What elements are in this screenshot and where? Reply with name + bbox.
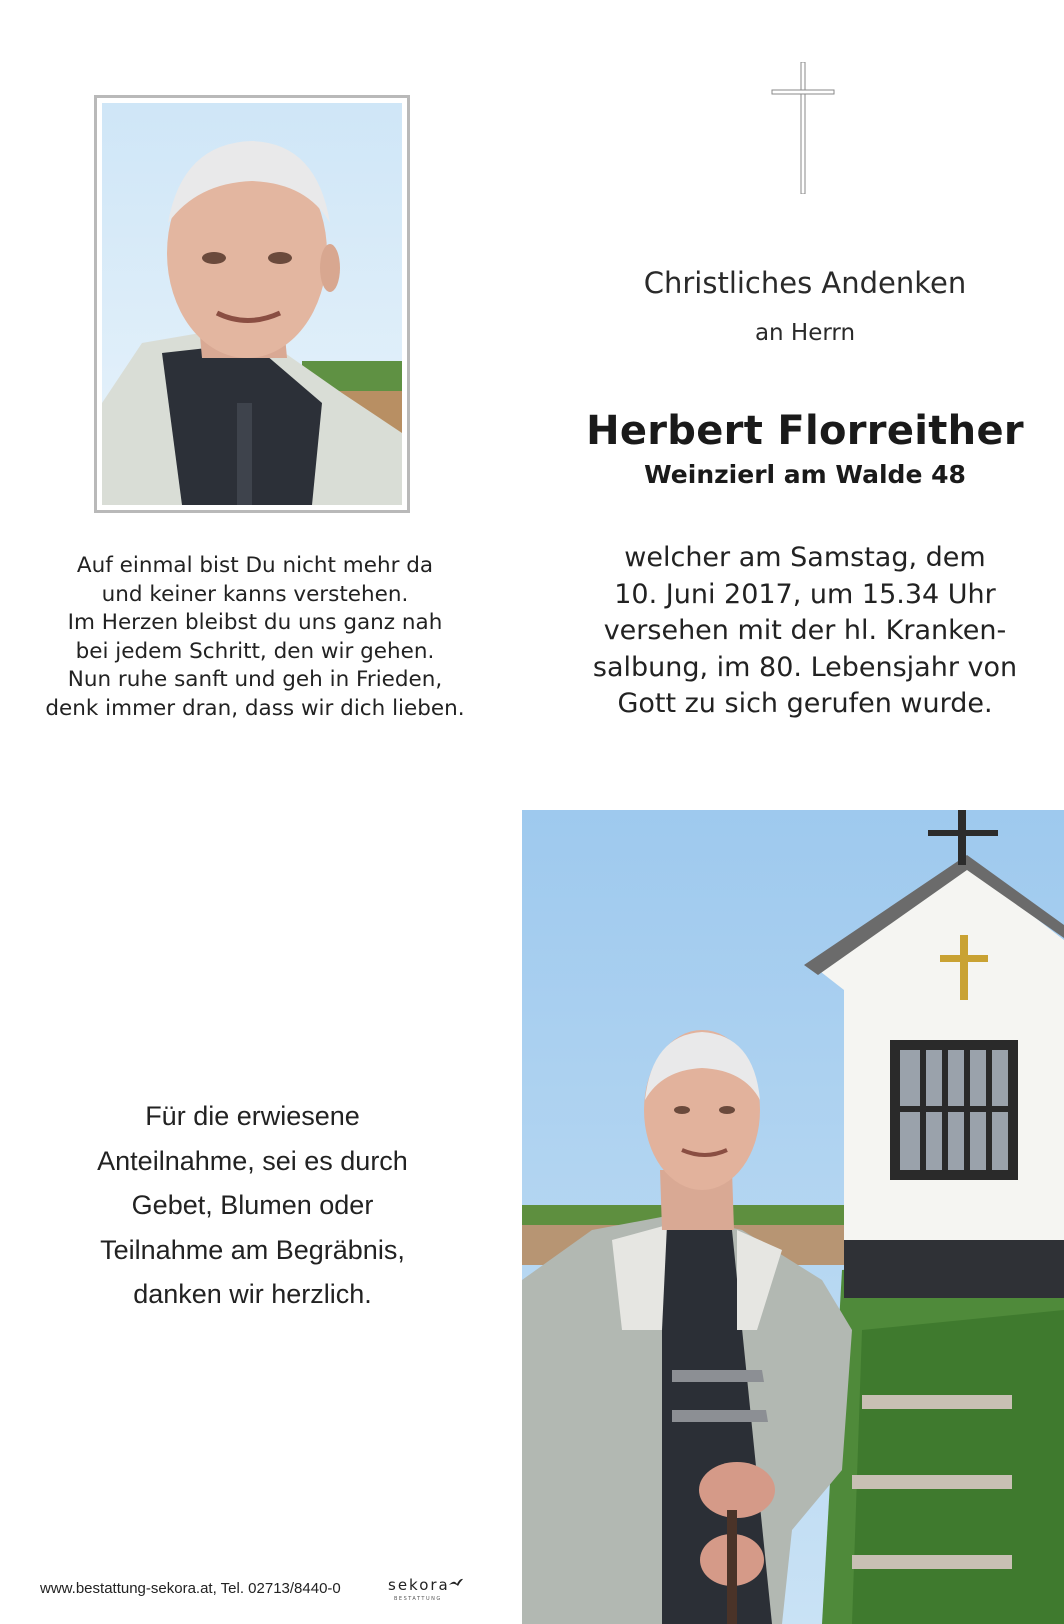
notice-line: Gott zu sich gerufen wurde. [617, 688, 993, 719]
thanks-line: Gebet, Blumen oder [131, 1190, 374, 1220]
notice-line: welcher am Samstag, dem [624, 542, 986, 573]
cross-icon [770, 62, 836, 194]
heading-title: Christliches Andenken [643, 266, 967, 300]
thanks-line: Für die erwiesene [145, 1101, 360, 1131]
poem-line: Im Herzen bleibst du uns ganz nah [67, 610, 443, 635]
bird-icon [448, 1574, 464, 1586]
poem [30, 552, 480, 723]
poem-line: denk immer dran, dass wir dich lieben. [45, 695, 465, 721]
funeral-home-logo: sekora [388, 1576, 450, 1594]
thanks-text [40, 1094, 465, 1317]
thanks-line: Teilnahme am Begräbnis, [100, 1234, 405, 1265]
funeral-home-logo-subtitle: BESTATTUNG [394, 1596, 442, 1602]
poem-line: und keiner kanns verstehen. [101, 581, 409, 607]
notice-line: salbung, im 80. Lebensjahr von [592, 651, 1018, 683]
poem-line: bei jedem Schritt, den wir gehen. [75, 638, 435, 664]
death-notice [580, 540, 1030, 723]
portrait-photo [94, 95, 410, 513]
deceased-name: Herbert Florreither [586, 408, 1024, 454]
notice-line: versehen mit der hl. Kranken- [603, 615, 1007, 646]
deceased-address: Weinzierl am Walde 48 [644, 460, 966, 489]
thanks-line: danken wir herzlich. [133, 1279, 372, 1309]
heading-subtitle: an Herrn [754, 320, 856, 346]
poem-line: Nun ruhe sanft und geh in Frieden, [67, 667, 443, 692]
footer-contact: www.bestattung-sekora.at, Tel. 02713/8440-0 [40, 1580, 341, 1597]
notice-line: 10. Juni 2017, um 15.34 Uhr [614, 578, 996, 610]
chapel-photo [522, 810, 1064, 1624]
thanks-line: Anteilnahme, sei es durch [97, 1145, 408, 1176]
poem-line: Auf einmal bist Du nicht mehr da [76, 553, 434, 578]
